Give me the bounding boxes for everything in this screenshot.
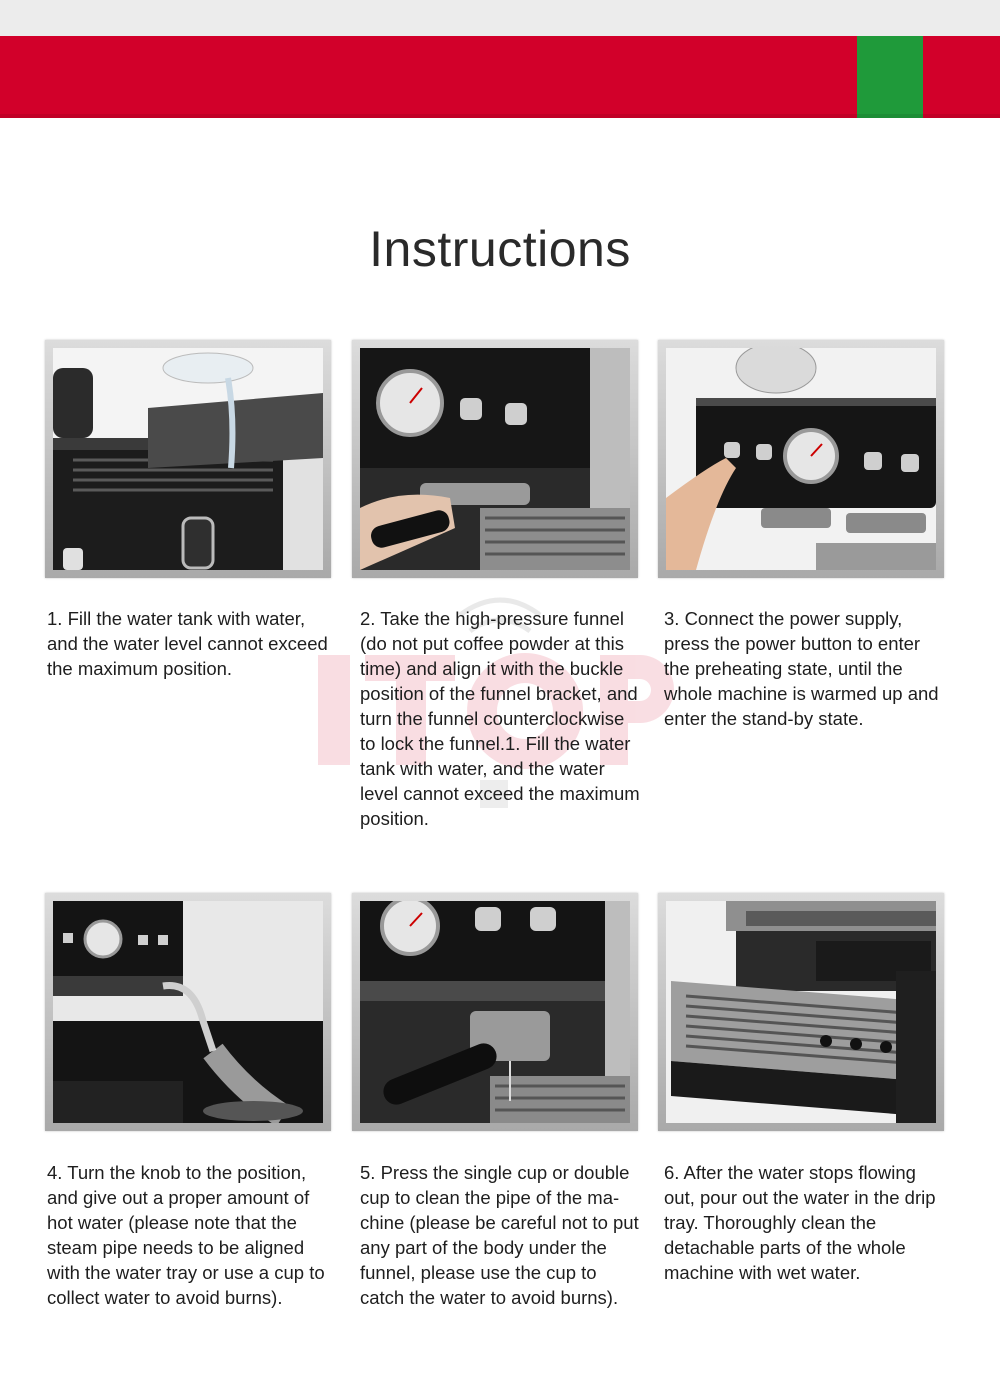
banner-shadow	[0, 114, 1000, 118]
step-4-photo	[45, 893, 331, 1131]
drip-tray-illustration	[666, 901, 936, 1123]
step-1-photo	[45, 340, 331, 578]
top-strip	[0, 0, 1000, 36]
step-5-text: 5. Press the single cup or double cup to clean the pipe of the ma-chine (please be careful not to put any part of the body under the funnel, please use the cup to catch the water to avoid burns).	[360, 1162, 639, 1308]
step-6-text: 6. After the water stops flowing out, pour out the water in the drip tray. Thoroughly clean the detachable parts of the whole machine with wet water.	[664, 1162, 936, 1283]
step-6-photo	[658, 893, 944, 1131]
step-1-text: 1. Fill the water tank with water, and the water level cannot exceed the maximum position.	[47, 608, 328, 679]
step-3-photo	[658, 340, 944, 578]
funnel-locking-illustration	[360, 348, 630, 570]
page-title: Instructions	[369, 220, 631, 277]
cup-button-illustration	[360, 901, 630, 1123]
header-banner	[0, 36, 1000, 118]
step-2-photo	[352, 340, 638, 578]
step-5-photo	[352, 893, 638, 1131]
step-3-text: 3. Connect the power supply, press the power button to enter the preheating state, until the whole machine is warmed up and enter the stand-by state.	[664, 608, 939, 729]
step-4-text: 4. Turn the knob to the position, and give out a proper amount of hot water (please note that the steam pipe needs to be aligned with the water tray or use a cup to collect water to avoid burns).	[47, 1162, 325, 1308]
water-tank-filling-illustration	[53, 348, 323, 570]
banner-green-block	[857, 36, 923, 118]
step-2-text: 2. Take the high-pressure funnel (do not put coffee powder at this time) and align it with the buckle position of the funnel bracket, and turn the funnel counterclockwise to lock the funnel.1. Fill the water tank with water, and the water level cannot exceed the maximum position.	[360, 608, 640, 829]
power-button-illustration	[666, 348, 936, 570]
steam-pipe-illustration	[53, 901, 323, 1123]
